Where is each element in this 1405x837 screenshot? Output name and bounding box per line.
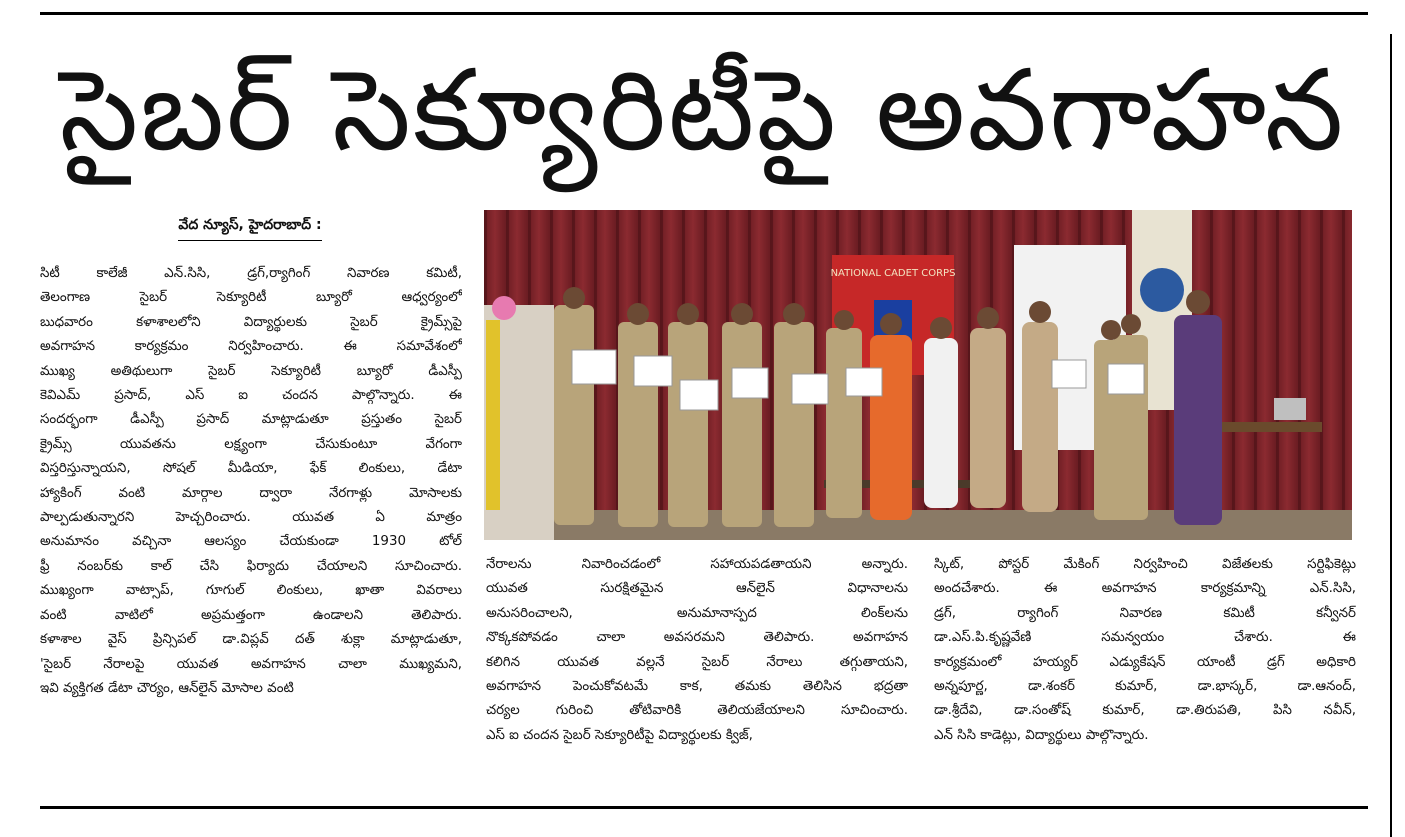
table	[1212, 422, 1322, 432]
text-line: విస్తరిస్తున్నాయని, సోషల్ మీడియా, ఫేక్ లింకులు, డేటా	[40, 461, 462, 477]
text-line: ముఖ్యంగా వాట్సాప్, గూగుల్ లింకులు, ఖాతా వివరాలు	[40, 583, 462, 599]
flower-garland	[486, 320, 500, 510]
text-line: కలిగిన యువత వల్లనే సైబర్ నేరాలు తగ్గుతాయని,	[486, 654, 908, 670]
officer-2	[1022, 322, 1058, 512]
bottom-rule	[40, 806, 1368, 809]
photo-illustration	[484, 210, 1352, 540]
lady-saree	[870, 335, 912, 520]
text-line: వంటి వాటిలో అప్రమత్తంగా ఉండాలని తెలిపారు.	[40, 607, 462, 623]
text-line: పాల్పడుతున్నారని హెచ్చరించారు. యువత ఏ మాత్రం	[40, 510, 462, 526]
text-line: అవగాహన కార్యక్రమం నిర్వహించారు. ఈ సమావేశంలో	[40, 339, 462, 355]
text-line: ముఖ్య అతిథులుగా సైబర్ సెక్యూరిటీ బ్యూరో డీఎస్పీ	[40, 363, 462, 379]
guest-white	[924, 338, 958, 508]
dateline: వేద న్యూస్, హైదరాబాద్ :	[178, 217, 321, 241]
text-line: డ్రగ్, ర్యాగింగ్ నివారణ కమిటీ కన్వీనర్	[934, 605, 1356, 621]
text-line: సందర్భంగా డీఎస్పీ ప్రసాద్ మాట్లాడుతూ ప్రస్తుతం సైబర్	[40, 412, 462, 428]
text-line: డా.ఎస్.పి.కృష్ణవేణి సమన్వయం చేశారు. ఈ	[934, 630, 1356, 646]
text-line: ఎన్ సిసి కాడెట్లు, విద్యార్థులు పాల్గొన్నారు.	[934, 727, 1149, 743]
officer-1	[970, 328, 1006, 508]
guest-purple	[1174, 315, 1222, 525]
text-line: ఎస్ ఐ చందన సైబర్ సెక్యూరిటీపై విద్యార్థులకు క్విజ్,	[486, 727, 753, 743]
article-column-1	[40, 262, 462, 701]
text-line: కళాశాల వైస్ ప్రిన్సిపల్ డా.విప్లవ్ దత్ శుక్లా మాట్లాడుతూ,	[40, 632, 462, 648]
right-column-rule	[1390, 34, 1392, 837]
text-line: అనుసరించాలని, అనుమానాస్పద లింక్‌లను	[486, 605, 908, 621]
article-column-3	[934, 553, 1356, 748]
text-line: క్రైమ్స్ యువతను లక్ష్యంగా చేసుకుంటూ వేగంగా	[40, 436, 462, 452]
flower	[492, 296, 516, 320]
projector	[1274, 398, 1306, 420]
headline: సైబర్ సెక్యూరిటీపై అవగాహన	[59, 46, 1346, 176]
text-line: స్కిట్, పోస్టర్ మేకింగ్ నిర్వహించి విజేతలకు సర్టిఫికెట్లు	[934, 557, 1356, 572]
text-line: ఫ్రీ నంబర్‌కు కాల్ చేసి ఫిర్యాదు చేయాలని సూచించారు.	[40, 558, 462, 574]
text-line: చర్యల గురించి తోటివారికి తెలియజేయాలని సూచించారు.	[486, 703, 908, 719]
news-photo	[484, 210, 1352, 540]
text-line: నొక్కకపోవడం చాలా అవసరమని తెలిపారు. అవగాహన	[486, 630, 908, 646]
text-line: బుధవారం కళాశాలలోని విద్యార్థులకు సైబర్ క్రైమ్స్‌పై	[40, 314, 462, 330]
text-line: కార్యక్రమంలో హయ్యర్ ఎడ్యుకేషన్ యాంటీ డ్రగ్ అధికారి	[934, 654, 1356, 670]
text-line: అవగాహన పెంచుకోవటమే కాక, తమకు తెలిసిన భద్రతా	[486, 679, 908, 695]
dateline-wrap	[40, 214, 460, 241]
text-line: అన్నపూర్ణ, డా.శంకర్ కుమార్, డా.భాస్కర్, డా.ఆనంద్,	[934, 679, 1356, 695]
text-line: యువత సురక్షితమైన ఆన్‌లైన్ విధానాలను	[486, 581, 908, 597]
standee-portrait	[1140, 268, 1184, 312]
text-line: 'సైబర్ నేరాలపై యువత అవగాహన చాలా ముఖ్యమని,	[40, 656, 462, 672]
top-rule	[40, 12, 1368, 15]
text-line: కెవిఎమ్ ప్రసాద్, ఎస్ ఐ చందన పాల్గొన్నారు. ఈ	[40, 388, 462, 404]
text-line: హ్యాకింగ్ వంటి మార్గాల ద్వారా నేరగాళ్లు మోసాలకు	[40, 485, 462, 501]
article-column-2	[486, 553, 908, 748]
banner-text: NATIONAL CADET CORPS	[830, 268, 956, 279]
text-line: డా.శ్రీదేవి, డా.సంతోష్ కుమార్, డా.తిరుపతి, పిసి నవీన్,	[934, 703, 1356, 719]
text-line: అనుమానం వచ్చినా ఆలస్యం చేయకుండా 1930 టోల్	[40, 534, 462, 550]
text-line: సిటీ కాలేజీ ఎన్.సిసి, డ్రగ్,ర్యాగింగ్ నివారణ కమిటీ,	[40, 266, 462, 281]
text-line: నేరాలను నివారించడంలో సహాయపడతాయని అన్నారు.	[486, 557, 908, 572]
text-line: ఇవి వ్యక్తిగత డేటా చౌర్యం, ఆన్‌లైన్ మోసాల వంటి	[40, 680, 294, 696]
text-line: తెలంగాణ సైబర్ సెక్యూరిటీ బ్యూరో ఆధ్వర్యంలో	[40, 290, 462, 306]
text-line: అందచేశారు. ఈ అవగాహన కార్యక్రమాన్ని ఎన్.సిసి,	[934, 581, 1356, 597]
